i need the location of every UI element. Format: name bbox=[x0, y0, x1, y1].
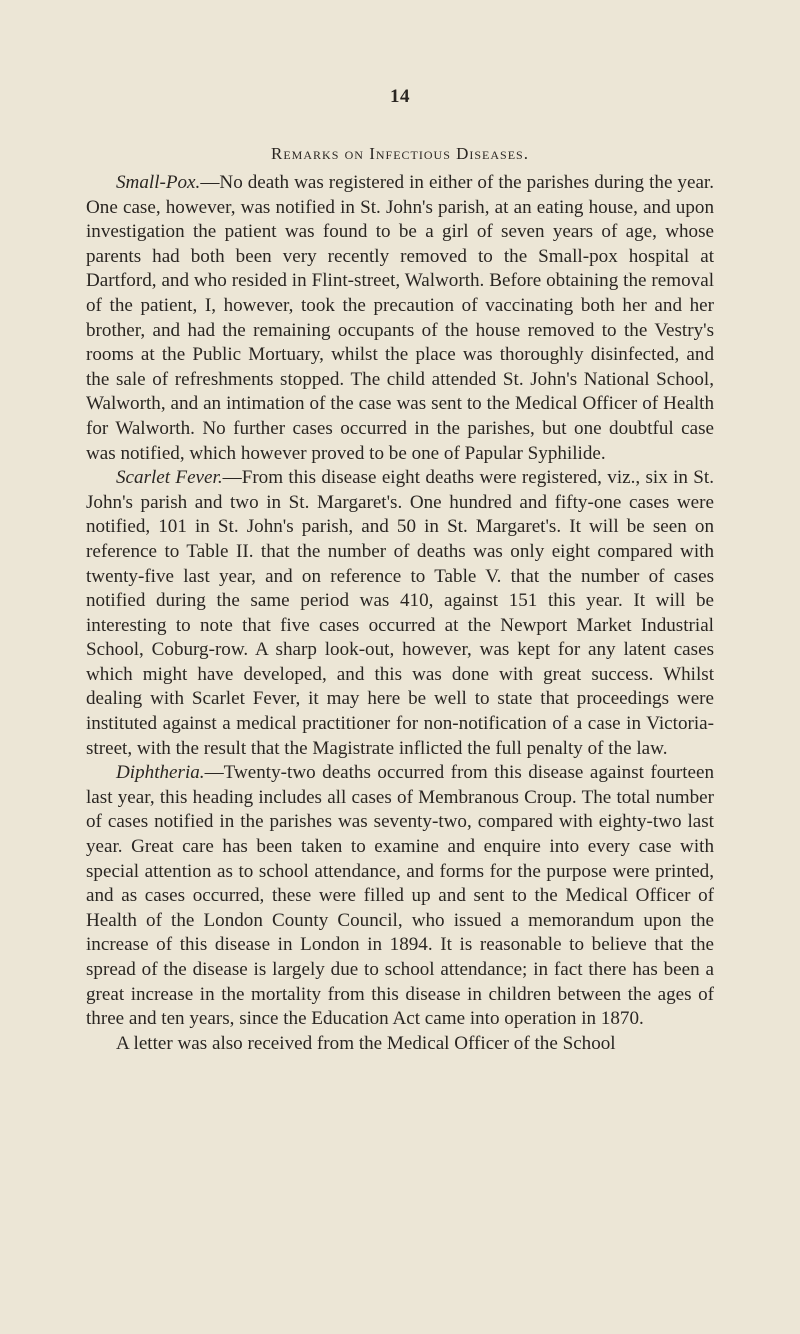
paragraph-lead: Small-Pox. bbox=[116, 172, 201, 193]
paragraph-text: —Twenty-two deaths occurred from this disease against fourteen last year, this heading includes all cases of Membranous Croup. The total number of cases notified in the parishes was seventy-two, compared with eighty-two last year. Great care has been taken to examine and enquire into every case with special attention as to school attendance, and forms for the purpose were printed, and as cases occurred, these were filled up and sent to the Medical Officer of Health of the London County Council, who issued a memorandum upon the increase of this disease in London in 1894. It is reasonable to believe that the spread of the disease is largely due to school attendance; in fact there has been a great increase in the mortality from this disease in children between the ages of three and ten years, since the Education Act came into operation in 1870. bbox=[86, 762, 714, 1030]
paragraph-diphtheria bbox=[86, 761, 714, 1032]
paragraph-scarlet-fever bbox=[86, 466, 714, 761]
section-heading: Remarks on Infectious Diseases. bbox=[271, 144, 529, 163]
paragraph-lead: Scarlet Fever. bbox=[116, 467, 223, 489]
paragraph-lead: Diphtheria. bbox=[116, 762, 205, 784]
paragraph-small-pox bbox=[86, 171, 714, 466]
paragraph-text: —No death was registered in either of the parishes during the year. One case, however, was notified in St. John's parish, at an eating house, and upon investigation the patient was found to be a girl of seven years of age, whose parents had both been very recently removed to the Small-pox hospital at Dartford, and who resided in Flint-street, Walworth. Before obtaining the removal of the patient, I, however, took the precaution of vaccinating both her and her brother, and had the remaining occupants of the house removed to the Vestry's rooms at the Public Mortuary, whilst the place was thoroughly disinfected, and the sale of refreshments stopped. The child attended St. John's National School, Walworth, and an intimation of the case was sent to the Medical Officer of Health for Walworth. No further cases occurred in the parishes, but one doubtful case was notified, which however proved to be one of Papular Syphilide. bbox=[86, 172, 714, 464]
paragraph-letter bbox=[86, 1032, 714, 1057]
paragraph-text: A letter was also received from the Medical Officer of the School bbox=[116, 1032, 616, 1054]
paragraph-text: —From this disease eight deaths were registered, viz., six in St. John's parish and two in St. Margaret's. One hundred and fifty-one cases were notified, 101 in St. John's parish, and 50 in St. Margaret's. It will be seen on reference to Table II. that the number of deaths was only eight compared with twenty-five last year, and on reference to Table V. that the number of cases notified during the same period was 410, against 151 this year. It will be interesting to note that five cases occurred at the Newport Market Industrial School, Coburg-row. A sharp look-out, however, was kept for any latent cases which might have developed, and this was done with great success. Whilst dealing with Scarlet Fever, it may here be well to state that proceedings were instituted against a medical practitioner for non-notification of a case in Victoria-street, with the result that the Magistrate inflicted the full penalty of the law. bbox=[86, 467, 714, 759]
page-number: 14 bbox=[390, 86, 410, 107]
body-text bbox=[86, 171, 714, 1056]
